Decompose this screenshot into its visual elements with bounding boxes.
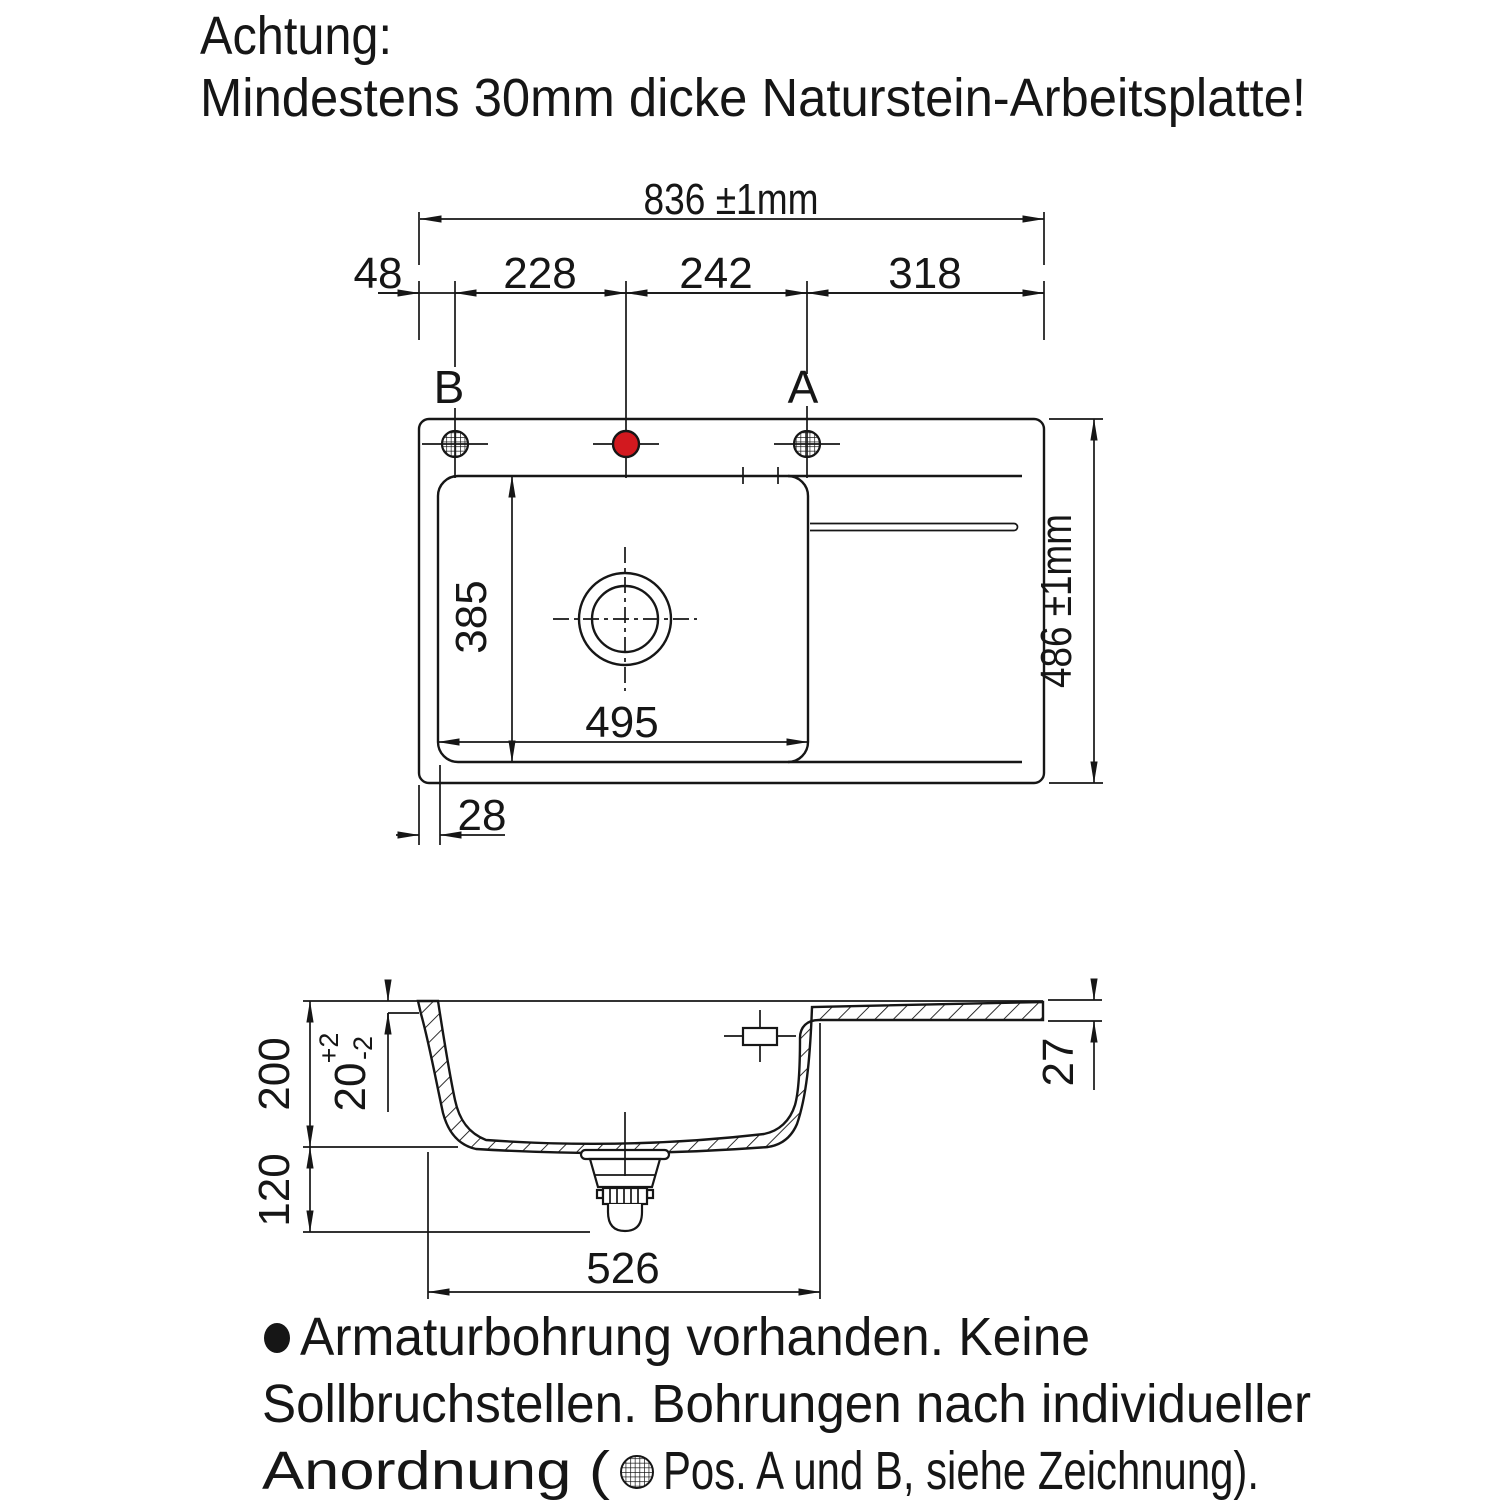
hole-b-label: B	[433, 361, 465, 413]
dimension-basin-width	[438, 698, 808, 747]
footer-note	[262, 1307, 1311, 1500]
header-line1: Achtung:	[200, 6, 392, 66]
dim-228-label: 228	[503, 249, 577, 298]
sink-shell-section	[418, 1001, 1043, 1153]
dimension-basin-depth	[447, 476, 512, 762]
drain-opening	[553, 547, 697, 691]
dim-20-label: 20	[326, 1062, 375, 1112]
header-note	[200, 6, 1306, 128]
dim-495-label: 495	[585, 698, 659, 747]
footer-line3-before-symbol: Anordnung (	[262, 1441, 611, 1500]
dimension-edge-27	[1034, 980, 1102, 1090]
filled-dot-icon	[264, 1323, 290, 1353]
dimension-basin-offset	[396, 765, 506, 845]
drainboard-groove	[810, 524, 1018, 531]
faucet-hole-marker	[593, 431, 659, 457]
drill-hole-a-marker	[774, 431, 840, 457]
dim-20-tolerance-plus: +2	[314, 1032, 344, 1064]
dim-20-tolerance-minus: -2	[348, 1035, 378, 1061]
top-view-drawing	[354, 175, 1103, 845]
faucet-hole-section	[724, 1010, 796, 1062]
dim-120-label: 120	[250, 1153, 299, 1227]
dimension-drain-120	[250, 1147, 590, 1232]
cross-section-drawing	[250, 980, 1102, 1299]
dim-526-label: 526	[586, 1244, 660, 1293]
footer-line2: Sollbruchstellen. Bohrungen nach individueller	[262, 1374, 1312, 1434]
dim-242-label: 242	[679, 249, 753, 298]
dim-27-label: 27	[1034, 1037, 1083, 1087]
dim-28-label: 28	[457, 791, 507, 840]
dim-48-label: 48	[353, 249, 403, 298]
footer-line1: Armaturbohrung vorhanden. Keine	[300, 1307, 1090, 1367]
drill-hole-b-marker	[422, 431, 488, 457]
crosshatch-hole-icon	[621, 1456, 653, 1488]
dim-318-label: 318	[888, 249, 962, 298]
header-line2: Mindestens 30mm dicke Naturstein-Arbeitsplatte!	[200, 68, 1306, 128]
dim-836-label: 836 ±1mm	[643, 175, 819, 224]
dim-385-label: 385	[447, 580, 496, 654]
dimension-total-height	[1032, 419, 1103, 783]
footer-line3-after-symbol: Pos. A und B, siehe Zeichnung).	[663, 1441, 1259, 1500]
dim-200-label: 200	[250, 1037, 299, 1111]
drain-assembly	[581, 1112, 669, 1231]
hole-a-label: A	[787, 361, 819, 413]
dim-486-label: 486 ±1mm	[1032, 480, 1081, 688]
